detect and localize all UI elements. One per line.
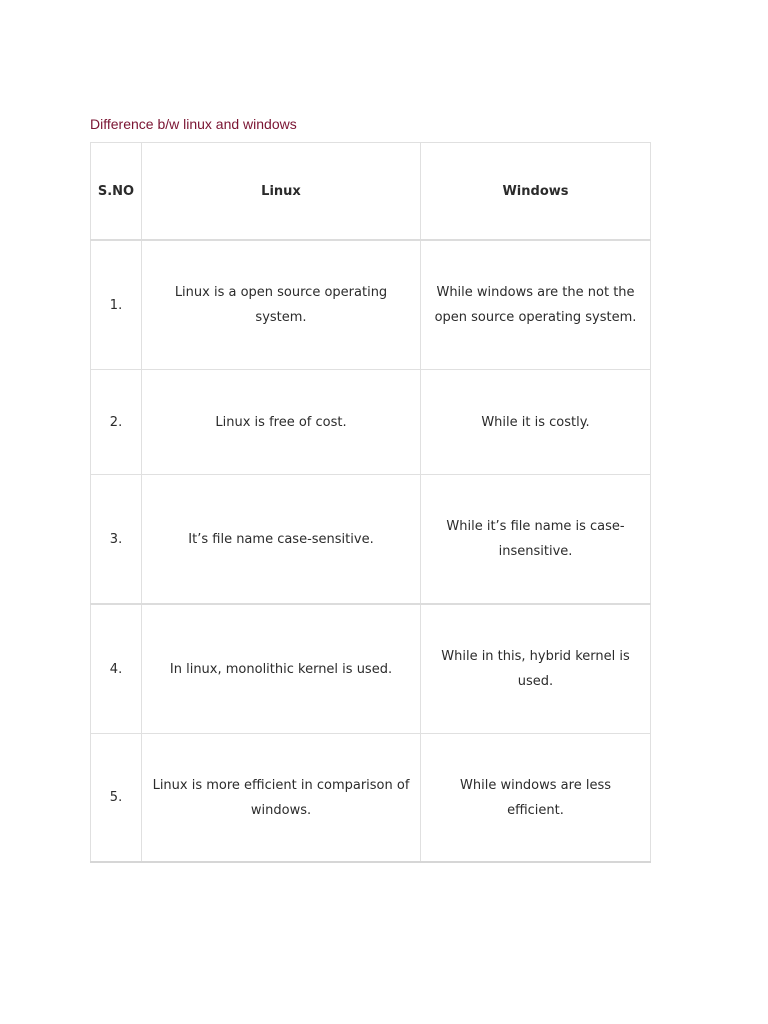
cell-linux: Linux is a open source operating system.: [142, 240, 421, 370]
table-row: [91, 370, 651, 475]
cell-linux: In linux, monolithic kernel is used.: [142, 604, 421, 734]
table-header-row: [91, 143, 651, 241]
cell-sno: 5.: [91, 734, 142, 863]
table-row: [91, 604, 651, 734]
table-row: [91, 240, 651, 370]
cell-windows: While windows are less efficient.: [421, 734, 651, 863]
page-title: Difference b/w linux and windows: [90, 116, 297, 132]
table-row: [91, 475, 651, 605]
cell-windows: While it is costly.: [421, 370, 651, 475]
header-windows: Windows: [421, 143, 651, 241]
header-linux: Linux: [142, 143, 421, 241]
comparison-table: [90, 142, 651, 863]
table-row: [91, 734, 651, 863]
cell-windows: While windows are the not the open source operating system.: [421, 240, 651, 370]
cell-sno: 1.: [91, 240, 142, 370]
cell-linux: It’s file name case-sensitive.: [142, 475, 421, 605]
cell-linux: Linux is more efficient in comparison of windows.: [142, 734, 421, 863]
cell-sno: 3.: [91, 475, 142, 605]
cell-linux: Linux is free of cost.: [142, 370, 421, 475]
cell-sno: 4.: [91, 604, 142, 734]
cell-windows: While in this, hybrid kernel is used.: [421, 604, 651, 734]
cell-windows: While it’s file name is case-insensitive.: [421, 475, 651, 605]
header-sno: S.NO: [91, 143, 142, 241]
cell-sno: 2.: [91, 370, 142, 475]
